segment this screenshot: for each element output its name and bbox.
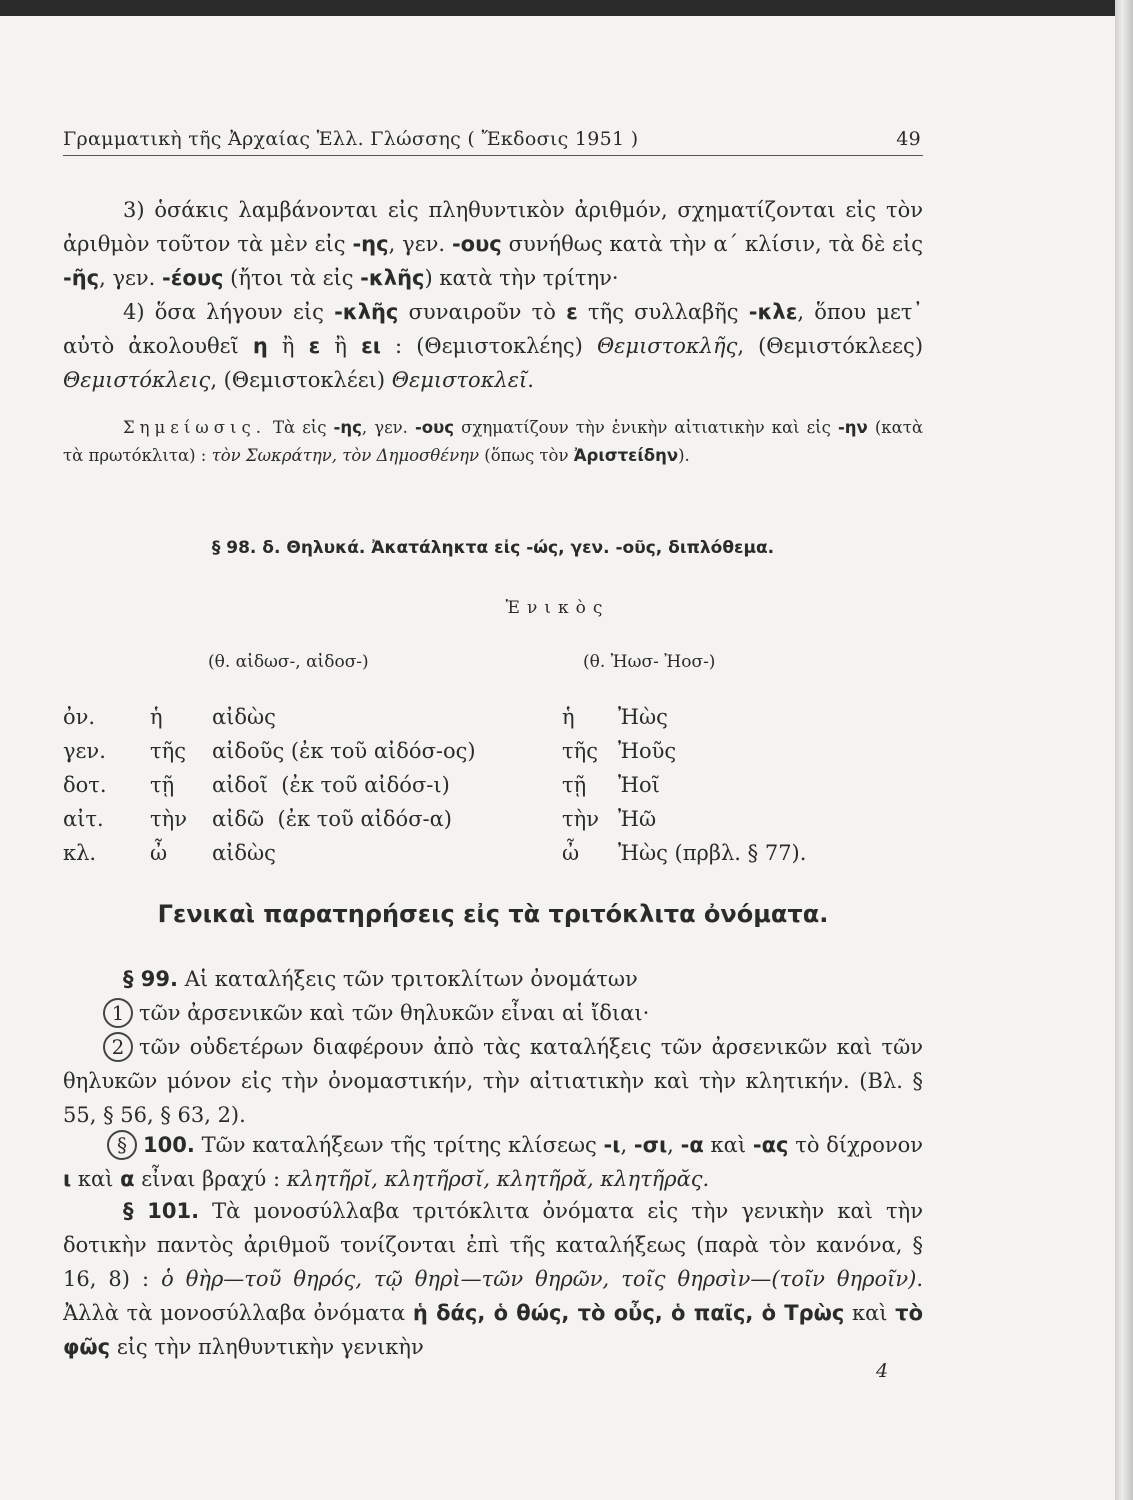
page-number: 49 [896,128,921,150]
declension-case: γεν. [63,739,106,763]
declension-case: ὀν. [63,705,96,729]
note-label: Σημείωσις. [123,418,266,437]
declension-row [63,802,818,836]
declension-form1: αἰδὼς [212,841,276,865]
declension-art2: ὦ [562,841,580,865]
declension-form2: Ἠὼς [618,705,668,729]
declension-row [63,836,818,870]
declension-row [63,768,818,802]
running-header [63,128,923,156]
section-99: § 99. Αἱ καταλήξεις τῶν τριτοκλίτων ὀνομάτων 1 τῶν ἀρσενικῶν καὶ τῶν θηλυκῶν εἶναι αἱ ἴδιαι· 2 τῶν οὐδετέρων διαφέρουν ἀπὸ τὰς καταλήξεις τῶν ἀρσενικῶν καὶ τῶν θηλυκῶν μόνον εἰς τὴν ὀνομαστικήν, τὴν αἰτιατικὴν καὶ τὴν κλητικήν. (Βλ. § 55, § 56, § 63, 2). [63,962,923,1132]
circled-number: 2 [103,1032,133,1062]
declension-form2: Ἠοῦς [618,739,677,763]
rules-block [63,193,923,397]
declension-art1: ἡ [150,705,163,729]
declension-art1: ὦ [150,841,168,865]
note-block: Σημείωσις. Τὰ εἰς -ης, γεν. -ους σχηματίζουν τὴν ἑνικὴν αἰτιατικὴν καὶ εἰς -ην (κατὰ τὰ πρωτόκλιτα) : τὸν Σωκράτην, τὸν Δημοσθένην (ὅπως τὸν Ἀριστείδην). [63,418,923,465]
declension-form1: αἰδοῖ (ἐκ τοῦ αἰδόσ-ι) [212,773,450,797]
declension-art2: τῆς [562,739,598,763]
declension-art1: τὴν [150,807,187,831]
declension-row [63,734,818,768]
declension-form1: αἰδὼς [212,705,276,729]
declension-form1: αἰδοῦς (ἐκ τοῦ αἰδόσ-ος) [212,739,476,763]
item-2: 2 τῶν οὐδετέρων διαφέρουν ἀπὸ τὰς καταλήξεις τῶν ἀρσενικῶν καὶ τῶν θηλυκῶν μόνον εἰς τὴν ὀνομαστικήν, τὴν αἰτιατικὴν καὶ τὴν κλητικήν. (Βλ. § 55, § 56, § 63, 2). [63,1030,923,1132]
section-heading: Γενικαὶ παρατηρήσεις εἰς τὰ τριτόκλιτα ὀνόματα. [157,900,829,928]
declension-art2: ἡ [562,705,575,729]
declension-art2: τῇ [562,773,587,797]
signature-mark: 4 [876,1360,889,1382]
header-title: Γραμματικὴ τῆς Ἀρχαίας Ἑλλ. Γλώσσης ( Ἔκδοσις 1951 ) [63,128,639,150]
declension-form2: Ἠοῖ [618,773,660,797]
rule-3: 3) ὁσάκις λαμβάνονται εἰς πληθυντικὸν ἀριθμόν, σχηματίζονται εἰς τὸν ἀριθμὸν τοῦτον τὰ μὲν εἰς -ης, γεν. -ους συνήθως κατὰ τὴν α΄ κλίσιν, τὰ δὲ εἰς -ῆς, γεν. -έους (ἤτοι τὰ εἰς -κλῆς) κατὰ τὴν τρίτην· [63,198,923,290]
section-101: § 101. Τὰ μονοσύλλαβα τριτόκλιτα ὀνόματα εἰς τὴν γενικὴν καὶ τὴν δοτικὴν παντὸς ἀριθμοῦ τονίζονται ἐπὶ τῆς καταλήξεως (παρὰ τὸν κανόνα, § 16, 8) : ὁ θὴρ—τοῦ θηρός, τῷ θηρὶ—τῶν θηρῶν, τοῖς θηρσὶν—(τοῖν θηροῖν). Ἀλλὰ τὰ μονοσύλλαβα ὀνόματα ἡ δάς, ὁ θώς, τὸ οὖς, ὁ παῖς, ὁ Τρὼς καὶ τὸ φῶς εἰς τὴν πληθυντικὴν γενικὴν [63,1199,924,1359]
circled-number: 1 [103,998,133,1028]
theme-left: (θ. αἰδωσ-, αἰδοσ-) [208,652,369,672]
singular-label: Ἑνικὸς [505,598,610,618]
declension-table [63,700,818,870]
section-98-title: § 98. δ. Θηλυκά. Ἀκατάληκτα εἰς -ώς, γεν. -οῦς, διπλόθεμα. [211,538,775,558]
declension-form2: Ἠὼς (πρβλ. § 77). [618,841,807,865]
page-edge [1115,0,1133,1500]
rule-4: 4) ὅσα λήγουν εἰς -κλῆς συναιροῦν τὸ ε τῆς συλλαβῆς -κλε, ὅπου μετ᾽ αὐτὸ ἀκολουθεῖ η ἢ ε ἢ ει : (Θεμιστοκλέης) Θεμιστοκλῆς, (Θεμιστόκλεες) Θεμιστόκλεις, (Θεμιστοκλέει) Θεμιστοκλεῖ. [63,300,924,392]
declension-form2: Ἠῶ [618,807,657,831]
section-100: § 100. Τῶν καταλήξεων τῆς τρίτης κλίσεως -ι, -σι, -α καὶ -ας τὸ δίχρονον ι καὶ α εἶναι βραχύ : κλητῆρῐ, κλητῆρσῐ, κλητῆρᾰ, κλητῆρᾰς. [63,1128,923,1196]
declension-case: κλ. [63,841,97,865]
item-1: 1 τῶν ἀρσενικῶν καὶ τῶν θηλυκῶν εἶναι αἱ ἴδιαι· [63,996,923,1030]
declension-case: δοτ. [63,773,107,797]
declension-form1: αἰδῶ (ἐκ τοῦ αἰδόσ-α) [212,807,453,831]
theme-right: (θ. Ἠωσ- Ἠοσ-) [583,652,716,672]
declension-case: αἰτ. [63,807,104,831]
declension-art1: τῇ [150,773,175,797]
declension-art1: τῆς [150,739,186,763]
circled-section-sign: § [107,1130,137,1160]
declension-art2: τὴν [562,807,599,831]
declension-row [63,700,818,734]
